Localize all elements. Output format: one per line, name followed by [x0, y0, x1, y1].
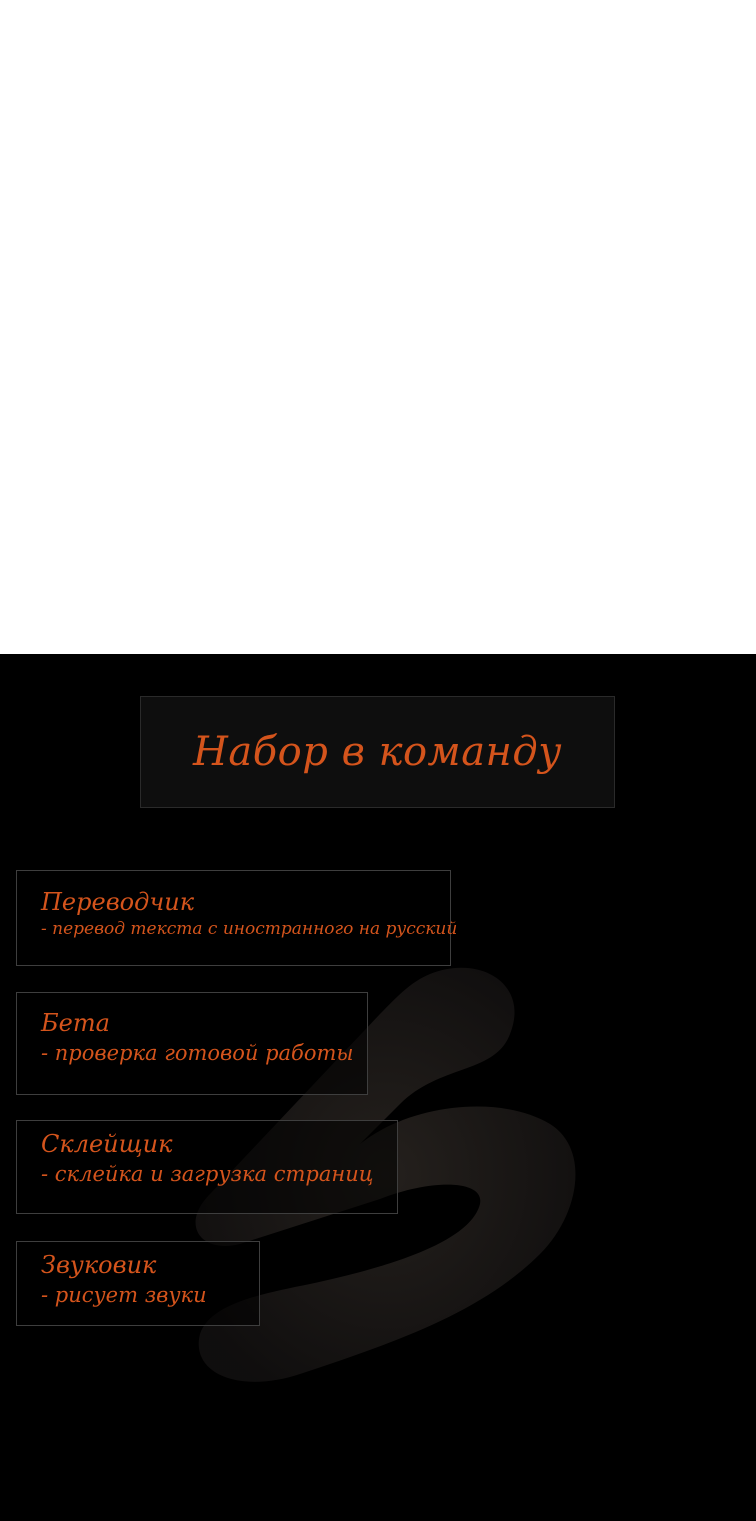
role-name: Бета [41, 1009, 110, 1037]
blank-top-area [0, 0, 756, 654]
role-name: Звуковик [41, 1251, 157, 1279]
role-name: Склейщик [41, 1130, 173, 1158]
recruitment-section [0, 654, 756, 1521]
role-description: - рисует звуки [41, 1283, 207, 1307]
role-card-beta [16, 992, 368, 1095]
role-card-translator [16, 870, 458, 966]
role-description: - перевод текста с иностранного на русский [41, 919, 458, 939]
page-title: Набор в команду [193, 729, 562, 775]
title-box [140, 696, 615, 808]
role-name: Переводчик [41, 888, 195, 916]
role-description: - проверка готовой работы [41, 1041, 354, 1065]
role-card-typesetter [16, 1120, 398, 1214]
role-description: - склейка и загрузка страниц [41, 1162, 374, 1186]
role-card-sound-artist [16, 1241, 260, 1326]
